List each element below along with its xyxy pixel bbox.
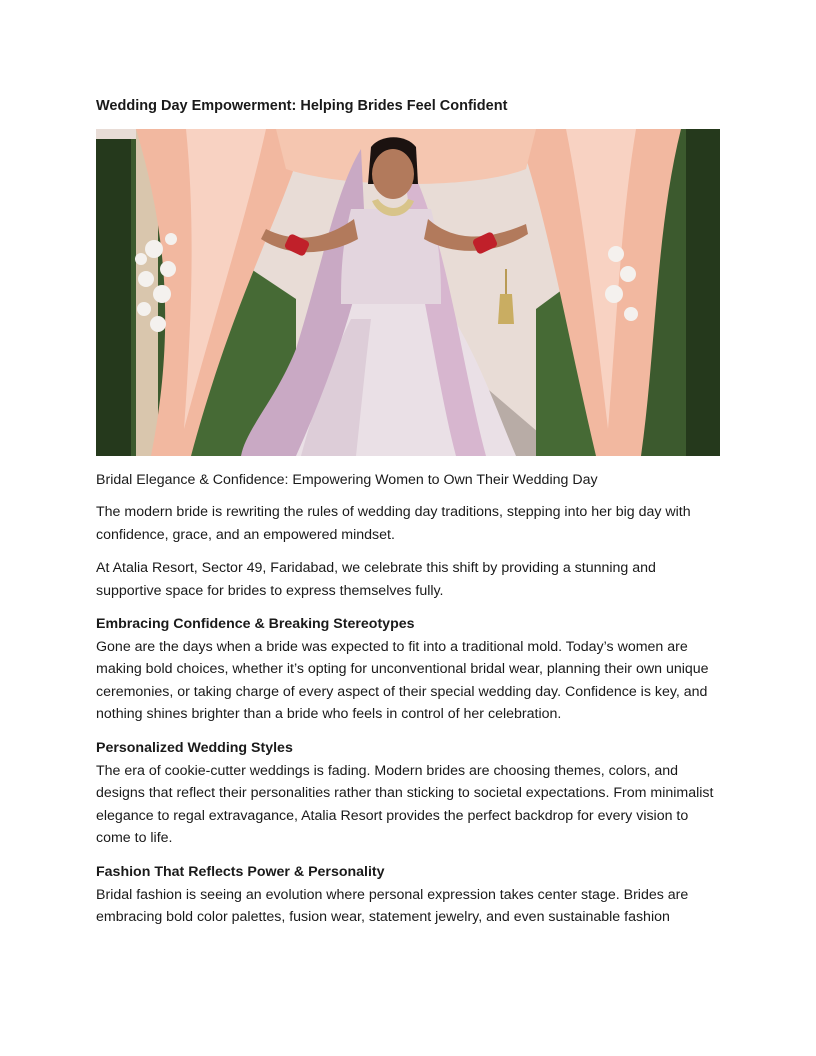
section-heading: Fashion That Reflects Power & Personality [96,864,385,880]
section-body: Gone are the days when a bride was expected to fit into a traditional mold. Today’s women are making bold choices, whether it’s opting for unconventional bridal wear, planning their own unique ceremonies, or taking charge of every aspect of their special wedding day. Confidence is key, and nothing shines brighter than a bride who feels in control of her celebration. [96,638,709,722]
intro-paragraph-1: The modern bride is rewriting the rules of wedding day traditions, stepping into her big day with confidence, grace, and an empowered mindset. [96,504,691,543]
section-styles [96,737,720,850]
photo-kalire [498,294,514,324]
section-heading: Personalized Wedding Styles [96,740,293,756]
image-caption: Bridal Elegance & Confidence: Empowering Women to Own Their Wedding Day [96,472,598,488]
photo-torso [341,209,441,304]
section-body: Bridal fashion is seeing an evolution where personal expression takes center stage. Brides are embracing bold color palettes, fusion wear, statement jewelry, and even sustainable fashion [96,886,689,925]
bride-photo [96,129,720,456]
section-fashion [96,861,720,929]
section-body: The era of cookie-cutter weddings is fading. Modern brides are choosing themes, colors, and designs that reflect their personalities rather than sticking to societal expectations. From minimalist elegance to regal extravagance, Atalia Resort provides the perfect backdrop for every vision to come to life. [96,762,714,846]
photo-face [372,149,414,199]
document-title: Wedding Day Empowerment: Helping Brides Feel Confident [96,98,508,114]
section-confidence [96,613,720,726]
intro-paragraph-2: At Atalia Resort, Sector 49, Faridabad, we celebrate this shift by providing a stunning and supportive space for brides to express themselves fully. [96,560,656,599]
section-heading: Embracing Confidence & Breaking Stereotypes [96,616,415,632]
